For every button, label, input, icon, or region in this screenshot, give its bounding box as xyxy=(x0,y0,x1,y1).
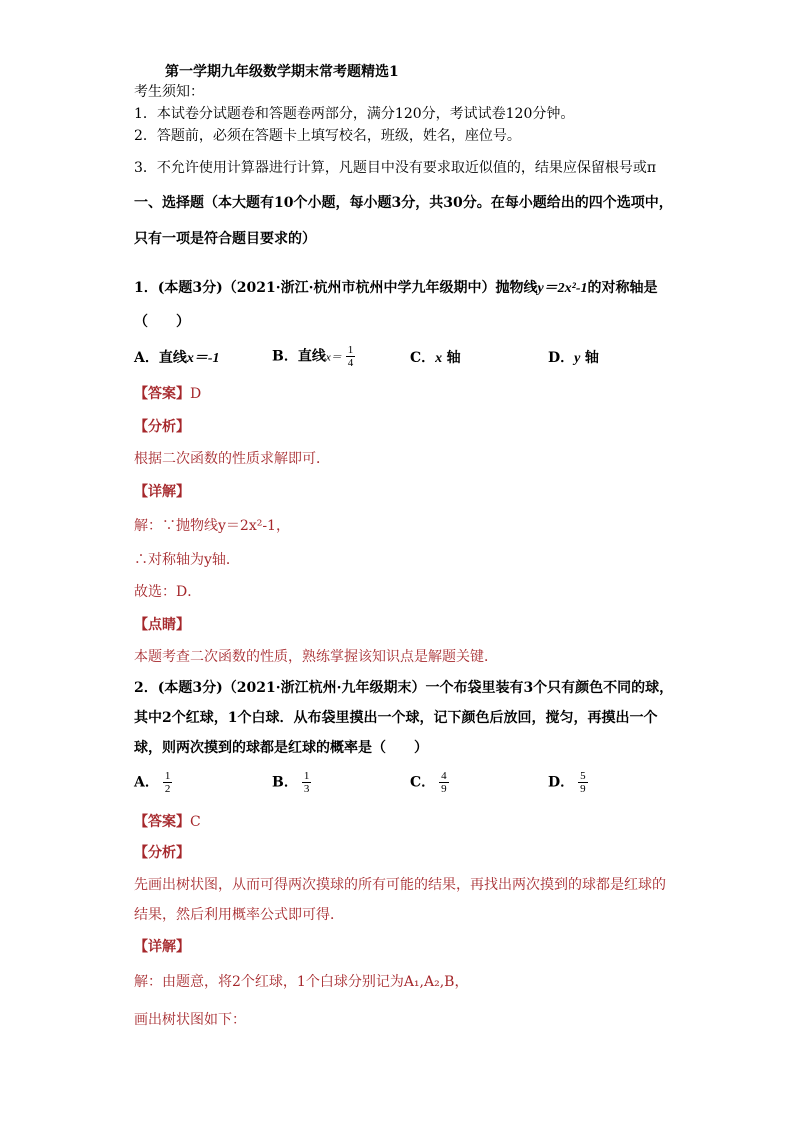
q1-stem-formula: y＝2x²-1 xyxy=(537,281,588,296)
notice-item-2: 2．答题前，必须在答题卡上填写校名，班级，姓名，座位号。 xyxy=(134,128,521,144)
q2-option-c: C． $\frac{4}{9}$ xyxy=(410,770,447,795)
q2-stem-line-2: 其中2个红球，1个白球．从布袋里摸出一个球，记下颜色后放回，搅匀，再摸出一个 xyxy=(134,710,658,726)
section-heading-line1: 一、选择题（本大题有10个小题，每小题3分，共30分。在每小题给出的四个选项中， xyxy=(134,195,673,211)
q1-detail-tag: 【详解】 xyxy=(134,484,190,500)
q1-analysis: 根据二次函数的性质求解即可． xyxy=(134,451,330,467)
q2-stem-line-3: 球，则两次摸到的球都是红球的概率是（ ） xyxy=(134,740,428,756)
q2-option-d: D． $\frac{5}{9}$ xyxy=(548,770,586,795)
q1-option-c: C．x 轴 xyxy=(410,350,461,366)
q1-comment-tag: 【点睛】 xyxy=(134,617,190,633)
page-title: 第一学期九年级数学期末常考题精选1 xyxy=(165,64,399,80)
section-heading-line2: 只有一项是符合题目要求的） xyxy=(134,231,316,247)
q2-detail-line: 解：由题意，将2个红球，1个白球分别记为A₁,A₂,B， xyxy=(134,974,469,990)
q2-analysis-line-2: 结果，然后利用概率公式即可得． xyxy=(134,907,344,923)
q2-option-b: B． $\frac{1}{3}$ xyxy=(272,770,310,795)
notice-item-1: 1．本试卷分试题卷和答题卷两部分，满分120分，考试试卷120分钟。 xyxy=(134,106,575,122)
q1-stem-suffix: 的对称轴是 xyxy=(587,280,658,296)
q1-comment: 本题考查二次函数的性质，熟练掌握该知识点是解题关键． xyxy=(134,649,498,665)
notice-heading: 考生须知： xyxy=(134,84,204,100)
q1-stem xyxy=(134,278,658,299)
q1-option-b: B．直线x＝ $\frac{1}{4}$ xyxy=(272,344,354,369)
notice-item-3: 3．不允许使用计算器进行计算，凡题目中没有要求取近似值的，结果应保留根号或π xyxy=(134,160,657,176)
q2-analysis-line-1: 先画出树状图，从而可得两次摸球的所有可能的结果，再找出两次摸到的球都是红球的 xyxy=(134,877,666,893)
q1-option-a: A．直线x＝-1 xyxy=(134,350,220,366)
q1-detail-line-1: 解：∵抛物线y＝2x²-1， xyxy=(134,518,290,534)
q1-detail-line-3: 故选：D． xyxy=(134,584,202,600)
q1-stem-prefix: 1．(本题3分)（2021·浙江·杭州市杭州中学九年级期中）抛物线 xyxy=(134,280,538,296)
q2-tree-line: 画出树状图如下： xyxy=(134,1012,246,1028)
q2-answer: 【答案】C xyxy=(134,814,201,830)
q2-stem-line-1: 2．(本题3分)（2021·浙江杭州·九年级期末）一个布袋里装有3个只有颜色不同的球， xyxy=(134,680,674,696)
q1-paren: （ ） xyxy=(134,314,190,330)
q1-analysis-tag: 【分析】 xyxy=(134,419,190,435)
q2-detail-tag: 【详解】 xyxy=(134,939,190,955)
q1-answer: 【答案】D xyxy=(134,386,202,402)
q1-option-d: D．y 轴 xyxy=(548,350,599,366)
q2-analysis-tag: 【分析】 xyxy=(134,845,190,861)
q2-option-a: A． $\frac{1}{2}$ xyxy=(134,770,171,795)
q1-detail-line-2: ∴对称轴为y轴． xyxy=(134,552,240,568)
